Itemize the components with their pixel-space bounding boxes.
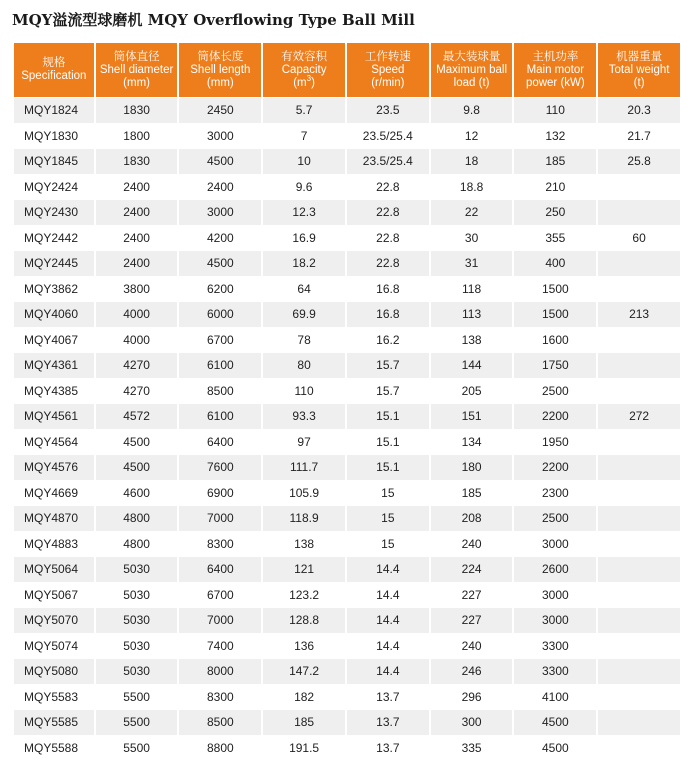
table-cell: 9.6	[263, 175, 345, 200]
table-cell: 335	[431, 736, 513, 761]
table-row	[14, 455, 680, 480]
table-cell: 8500	[179, 710, 261, 735]
table-cell: 4000	[96, 302, 178, 327]
table-cell: 7000	[179, 506, 261, 531]
specification-table	[12, 42, 682, 761]
table-cell: 4500	[96, 455, 178, 480]
table-cell	[598, 328, 680, 353]
table-cell: 185	[431, 481, 513, 506]
table-row	[14, 200, 680, 225]
table-cell: 2200	[514, 455, 596, 480]
table-row	[14, 149, 680, 174]
table-cell: 22.8	[347, 251, 429, 276]
table-cell: 138	[263, 532, 345, 557]
table-cell: MQY5588	[14, 736, 94, 761]
table-cell: MQY2445	[14, 251, 94, 276]
table-cell: 2500	[514, 506, 596, 531]
table-cell: MQY2442	[14, 226, 94, 251]
table-cell: MQY1824	[14, 98, 94, 123]
table-cell: 22.8	[347, 175, 429, 200]
table-cell: 4500	[96, 430, 178, 455]
table-cell: MQY1845	[14, 149, 94, 174]
table-cell: 8800	[179, 736, 261, 761]
table-cell: 105.9	[263, 481, 345, 506]
header-total-weight: 机器重量 Total weight (t)	[598, 43, 680, 97]
table-cell: 210	[514, 175, 596, 200]
table-cell: 246	[431, 659, 513, 684]
table-cell: MQY4361	[14, 353, 94, 378]
table-cell: 16.8	[347, 302, 429, 327]
table-cell: 110	[263, 379, 345, 404]
table-cell: 13.7	[347, 710, 429, 735]
table-row	[14, 659, 680, 684]
table-cell: MQY5067	[14, 583, 94, 608]
table-cell	[598, 430, 680, 455]
table-cell: 5030	[96, 659, 178, 684]
table-cell: 121	[263, 557, 345, 582]
table-cell: 224	[431, 557, 513, 582]
table-cell	[598, 379, 680, 404]
table-cell: 5030	[96, 634, 178, 659]
table-row	[14, 532, 680, 557]
table-cell: 6100	[179, 353, 261, 378]
header-motor-power: 主机功率 Main motor power (kW)	[514, 43, 596, 97]
table-cell: 6400	[179, 557, 261, 582]
table-cell: 69.9	[263, 302, 345, 327]
table-cell: 113	[431, 302, 513, 327]
table-cell: 6100	[179, 404, 261, 429]
table-row	[14, 634, 680, 659]
table-cell: 15.1	[347, 430, 429, 455]
table-cell: 5030	[96, 608, 178, 633]
table-cell: 23.5/25.4	[347, 124, 429, 149]
table-cell: 2300	[514, 481, 596, 506]
table-cell: 6400	[179, 430, 261, 455]
table-cell: MQY4067	[14, 328, 94, 353]
table-cell: 23.5	[347, 98, 429, 123]
table-cell: 4500	[514, 736, 596, 761]
table-row	[14, 277, 680, 302]
header-shell-diameter: 筒体直径 Shell diameter (mm)	[96, 43, 178, 97]
table-cell: 132	[514, 124, 596, 149]
table-cell: MQY4564	[14, 430, 94, 455]
table-cell: MQY4576	[14, 455, 94, 480]
table-cell: 5500	[96, 736, 178, 761]
table-cell: 14.4	[347, 608, 429, 633]
table-row	[14, 685, 680, 710]
table-row	[14, 608, 680, 633]
table-cell: 18.2	[263, 251, 345, 276]
header-specification: 规格 Specification	[14, 43, 94, 97]
table-row	[14, 226, 680, 251]
table-cell: 7000	[179, 608, 261, 633]
table-cell: 227	[431, 608, 513, 633]
table-cell: 4200	[179, 226, 261, 251]
table-cell	[598, 608, 680, 633]
table-cell: 4600	[96, 481, 178, 506]
table-row	[14, 98, 680, 123]
table-cell: 14.4	[347, 659, 429, 684]
table-cell: MQY4870	[14, 506, 94, 531]
table-cell: 5030	[96, 583, 178, 608]
table-cell: 78	[263, 328, 345, 353]
table-cell: 3000	[514, 608, 596, 633]
table-cell: 14.4	[347, 557, 429, 582]
header-max-ball-load: 最大装球量 Maximum ball load (t)	[431, 43, 513, 97]
table-cell	[598, 481, 680, 506]
table-cell: 14.4	[347, 634, 429, 659]
table-row	[14, 328, 680, 353]
table-cell	[598, 557, 680, 582]
table-cell: 1600	[514, 328, 596, 353]
header-shell-length: 筒体长度 Shell length (mm)	[179, 43, 261, 97]
table-cell: 12.3	[263, 200, 345, 225]
table-cell: 4500	[179, 149, 261, 174]
table-cell: 5030	[96, 557, 178, 582]
table-cell: 21.7	[598, 124, 680, 149]
table-cell: 8000	[179, 659, 261, 684]
table-cell: MQY4561	[14, 404, 94, 429]
table-cell: 1500	[514, 302, 596, 327]
table-cell: 15	[347, 506, 429, 531]
page-title: MQY溢流型球磨机 MQY Overflowing Type Ball Mill	[12, 11, 415, 29]
table-cell: MQY2424	[14, 175, 94, 200]
table-cell: 3000	[179, 124, 261, 149]
table-cell: 3800	[96, 277, 178, 302]
table-cell: 3000	[179, 200, 261, 225]
table-cell: 1500	[514, 277, 596, 302]
table-cell: 3300	[514, 659, 596, 684]
table-cell	[598, 277, 680, 302]
table-row	[14, 583, 680, 608]
table-cell	[598, 634, 680, 659]
table-row	[14, 124, 680, 149]
table-cell: 2400	[179, 175, 261, 200]
table-cell: MQY4385	[14, 379, 94, 404]
table-cell: 240	[431, 532, 513, 557]
table-cell: MQY2430	[14, 200, 94, 225]
table-cell: 25.8	[598, 149, 680, 174]
table-cell: 4100	[514, 685, 596, 710]
table-cell: 4500	[179, 251, 261, 276]
table-cell: 180	[431, 455, 513, 480]
table-cell: 272	[598, 404, 680, 429]
table-cell: 3300	[514, 634, 596, 659]
table-row	[14, 353, 680, 378]
table-cell: 1830	[96, 149, 178, 174]
table-cell: 191.5	[263, 736, 345, 761]
table-cell: 8300	[179, 532, 261, 557]
table-cell: 15	[347, 481, 429, 506]
table-cell: 147.2	[263, 659, 345, 684]
table-cell: 118	[431, 277, 513, 302]
table-cell: 6200	[179, 277, 261, 302]
table-cell: 1800	[96, 124, 178, 149]
header-speed: 工作转速 Speed (r/min)	[347, 43, 429, 97]
table-cell: 208	[431, 506, 513, 531]
table-cell: 2500	[514, 379, 596, 404]
table-body	[14, 98, 680, 760]
table-cell: 6700	[179, 583, 261, 608]
table-cell: 13.7	[347, 736, 429, 761]
table-cell: 97	[263, 430, 345, 455]
table-cell: 4500	[514, 710, 596, 735]
table-cell: 134	[431, 430, 513, 455]
table-cell: 250	[514, 200, 596, 225]
table-cell: 22.8	[347, 200, 429, 225]
table-cell: 2400	[96, 200, 178, 225]
table-row	[14, 710, 680, 735]
table-cell: 12	[431, 124, 513, 149]
table-cell: 20.3	[598, 98, 680, 123]
table-cell: 14.4	[347, 583, 429, 608]
table-cell	[598, 659, 680, 684]
table-cell	[598, 583, 680, 608]
table-cell: 2400	[96, 175, 178, 200]
table-cell: 151	[431, 404, 513, 429]
table-cell	[598, 251, 680, 276]
table-cell: 400	[514, 251, 596, 276]
table-cell: 5500	[96, 685, 178, 710]
table-cell: 64	[263, 277, 345, 302]
table-cell: MQY5074	[14, 634, 94, 659]
table-cell: 1950	[514, 430, 596, 455]
table-row	[14, 557, 680, 582]
table-cell	[598, 736, 680, 761]
table-cell: MQY4883	[14, 532, 94, 557]
table-cell: 123.2	[263, 583, 345, 608]
table-cell: 144	[431, 353, 513, 378]
table-cell: 111.7	[263, 455, 345, 480]
table-row	[14, 481, 680, 506]
table-cell: 7400	[179, 634, 261, 659]
table-cell	[598, 685, 680, 710]
table-cell: 93.3	[263, 404, 345, 429]
table-cell: 2400	[96, 226, 178, 251]
table-cell: 23.5/25.4	[347, 149, 429, 174]
table-cell: 4800	[96, 506, 178, 531]
table-row	[14, 404, 680, 429]
table-cell: 8300	[179, 685, 261, 710]
table-cell	[598, 710, 680, 735]
table-row	[14, 302, 680, 327]
table-cell: 30	[431, 226, 513, 251]
table-row	[14, 736, 680, 761]
table-cell	[598, 200, 680, 225]
table-cell: 80	[263, 353, 345, 378]
table-row	[14, 251, 680, 276]
table-cell: 7600	[179, 455, 261, 480]
table-cell: 15.1	[347, 455, 429, 480]
table-cell: 7	[263, 124, 345, 149]
table-cell: 15.7	[347, 353, 429, 378]
table-cell: 15.1	[347, 404, 429, 429]
table-cell	[598, 532, 680, 557]
table-cell: 3000	[514, 583, 596, 608]
table-cell: 205	[431, 379, 513, 404]
table-row	[14, 506, 680, 531]
table-cell	[598, 353, 680, 378]
table-cell: MQY5064	[14, 557, 94, 582]
table-cell: 185	[514, 149, 596, 174]
table-cell: 355	[514, 226, 596, 251]
table-cell	[598, 506, 680, 531]
table-cell: 128.8	[263, 608, 345, 633]
table-cell: 182	[263, 685, 345, 710]
table-cell: 138	[431, 328, 513, 353]
table-cell: 8500	[179, 379, 261, 404]
table-cell: 2400	[96, 251, 178, 276]
table-cell: 60	[598, 226, 680, 251]
table-cell: 1750	[514, 353, 596, 378]
table-cell: 15	[347, 532, 429, 557]
table-row	[14, 175, 680, 200]
table-cell: 18	[431, 149, 513, 174]
table-cell: 300	[431, 710, 513, 735]
table-row	[14, 430, 680, 455]
table-cell: MQY4669	[14, 481, 94, 506]
table-cell: 2450	[179, 98, 261, 123]
table-cell: 6700	[179, 328, 261, 353]
table-cell: 5.7	[263, 98, 345, 123]
table-header-row	[14, 43, 680, 97]
table-cell: 227	[431, 583, 513, 608]
table-cell: 16.9	[263, 226, 345, 251]
table-cell: 22	[431, 200, 513, 225]
table-cell: MQY5070	[14, 608, 94, 633]
table-cell: 4270	[96, 379, 178, 404]
header-capacity: 有效容积 Capacity $(m^3)$	[263, 43, 345, 97]
table-cell: 15.7	[347, 379, 429, 404]
table-cell: 4800	[96, 532, 178, 557]
table-cell: 31	[431, 251, 513, 276]
table-cell: 16.2	[347, 328, 429, 353]
table-cell: 4270	[96, 353, 178, 378]
table-cell: 13.7	[347, 685, 429, 710]
table-cell: 136	[263, 634, 345, 659]
table-cell: 2600	[514, 557, 596, 582]
table-cell: 213	[598, 302, 680, 327]
table-cell: MQY4060	[14, 302, 94, 327]
table-cell: MQY3862	[14, 277, 94, 302]
table-cell: 296	[431, 685, 513, 710]
table-cell	[598, 455, 680, 480]
table-cell: 22.8	[347, 226, 429, 251]
table-cell: 9.8	[431, 98, 513, 123]
table-cell: 4572	[96, 404, 178, 429]
table-cell: 185	[263, 710, 345, 735]
table-cell: MQY5583	[14, 685, 94, 710]
table-row	[14, 379, 680, 404]
table-cell: 1830	[96, 98, 178, 123]
table-cell: 240	[431, 634, 513, 659]
table-cell: 5500	[96, 710, 178, 735]
table-cell: 18.8	[431, 175, 513, 200]
table-cell: 10	[263, 149, 345, 174]
table-cell: 110	[514, 98, 596, 123]
table-cell: 6900	[179, 481, 261, 506]
table-cell: 16.8	[347, 277, 429, 302]
table-cell: 118.9	[263, 506, 345, 531]
table-cell: MQY5585	[14, 710, 94, 735]
table-cell: 6000	[179, 302, 261, 327]
table-cell: MQY5080	[14, 659, 94, 684]
table-cell: 4000	[96, 328, 178, 353]
table-cell: 2200	[514, 404, 596, 429]
table-cell: MQY1830	[14, 124, 94, 149]
table-cell	[598, 175, 680, 200]
table-cell: 3000	[514, 532, 596, 557]
